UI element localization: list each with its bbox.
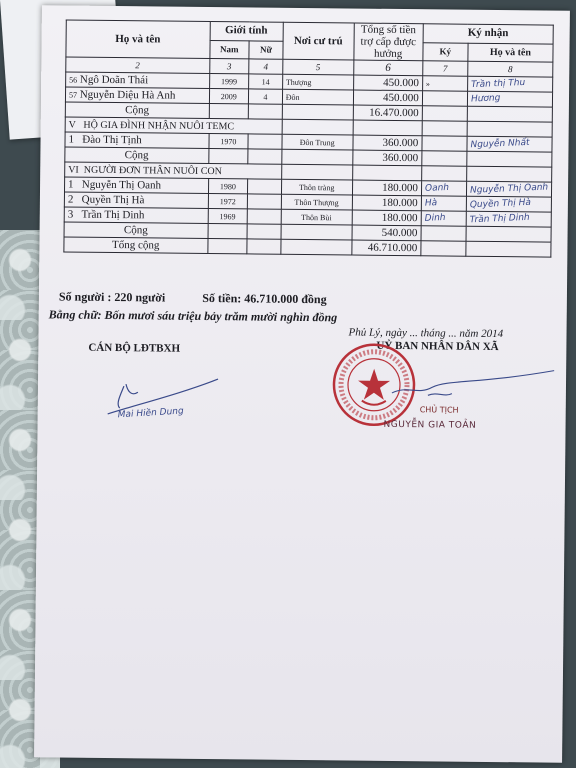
chair-signature <box>388 365 558 407</box>
handwritten-sign: Oanh <box>424 182 450 194</box>
row-place: Đôn Trung <box>282 134 353 150</box>
header-name: Họ và tên <box>66 20 210 59</box>
row-year: 1969 <box>208 209 248 224</box>
grand-total-amount: 46.710.000 <box>351 240 420 256</box>
row-year: 1970 <box>208 134 248 149</box>
subtotal-label: Cộng <box>65 102 209 119</box>
header-total: Tổng số tiền trợ cấp được hưởng <box>353 23 423 61</box>
col-number: 3 <box>209 59 249 74</box>
row-stt: 1 <box>68 133 75 146</box>
row-stt: 56 <box>69 75 78 85</box>
row-age: 14 <box>249 74 283 89</box>
handwritten-sign: Dinh <box>424 212 446 224</box>
col-number: 5 <box>282 59 353 75</box>
summary-line <box>59 289 337 307</box>
handwritten-signer: Trần thị Thu <box>470 77 526 91</box>
handwritten-signer: Quyền Thị Hà <box>469 197 531 211</box>
col-number: 2 <box>66 57 210 74</box>
row-year: 2009 <box>209 89 249 104</box>
subtotal-amount: 16.470.000 <box>353 105 422 121</box>
handwritten-sign: Hà <box>424 198 438 209</box>
handwritten-signer: Hương <box>470 93 501 105</box>
section-number: V <box>68 119 76 131</box>
people-count: Số người : 220 người <box>58 289 166 305</box>
allowance-table <box>63 20 553 258</box>
row-place: Thôn Thượng <box>281 194 352 210</box>
row-amount: 180.000 <box>352 195 421 211</box>
handwritten-signer: Nguyễn Nhất <box>470 137 530 151</box>
money-total: Số tiền: 46.710.000 đồng <box>202 290 327 307</box>
row-age: 4 <box>249 89 283 104</box>
row-signer <box>467 136 552 152</box>
row-stt: 1 <box>68 178 74 191</box>
row-name: Nguyễn Thị Oanh <box>81 178 162 192</box>
col-number: 4 <box>249 59 283 74</box>
document-page <box>34 5 570 762</box>
row-stt: 2 <box>67 193 74 206</box>
header-recv-name: Họ và tên <box>468 43 553 62</box>
chair-role: CHỦ TỊCH <box>419 405 459 415</box>
row-place: Đôn <box>282 89 353 105</box>
row-year: 1980 <box>208 179 248 194</box>
row-sign: » <box>422 76 467 91</box>
header-receipt: Ký nhận <box>423 24 553 44</box>
row-place: Thượng <box>282 74 353 90</box>
header-residence: Nơi cư trú <box>283 22 354 60</box>
place-date: Phủ Lý, ngày ... tháng ... năm 2014 <box>348 326 504 341</box>
row-amount: 450.000 <box>353 90 422 106</box>
row-year: 1972 <box>208 194 248 209</box>
name-cell <box>64 177 208 194</box>
name-cell <box>64 192 208 209</box>
col-number: 7 <box>423 61 468 76</box>
handwritten-signer: Trần Thị Dinh <box>469 212 530 226</box>
col-number: 8 <box>468 61 553 77</box>
name-cell <box>66 72 210 89</box>
subtotal-label: Cộng <box>65 147 209 164</box>
row-place: Thôn Bùi <box>281 209 352 225</box>
row-place: Thôn tràng <box>281 179 352 195</box>
row-amount: 180.000 <box>352 180 421 196</box>
row-amount: 360.000 <box>353 135 422 151</box>
name-cell <box>64 207 208 224</box>
row-name: Quyền Thị Hà <box>81 193 145 206</box>
row-name: Ngô Doãn Thái <box>79 73 149 86</box>
row-stt: 57 <box>68 90 78 100</box>
signer-name: Mai Hiền Dung <box>117 406 185 421</box>
grand-total-label: Tổng cộng <box>64 237 208 254</box>
section-title: HỘ GIA ĐÌNH NHẬN NUÔI TEMC <box>83 119 235 132</box>
row-year: 1999 <box>209 74 249 89</box>
row-stt: 3 <box>67 208 74 221</box>
header-female: Nữ <box>249 40 283 59</box>
name-cell <box>65 87 209 104</box>
row-name: Trần Thị Dinh <box>81 208 145 221</box>
header-male: Nam <box>209 40 249 59</box>
row-signer <box>467 91 552 107</box>
amount-in-words: Bằng chữ: Bốn mươi sáu triệu bảy trăm mười nghìn đồng <box>48 307 338 325</box>
row-name: Nguyễn Diệu Hà Anh <box>79 88 176 102</box>
col-number: 6 <box>353 60 422 76</box>
row-amount: 450.000 <box>353 75 422 91</box>
row-amount: 180.000 <box>352 210 421 226</box>
row-sign <box>422 91 467 106</box>
header-sign: Ký <box>423 42 468 61</box>
chair-name: NGUYỄN GIA TOẢN <box>383 419 477 431</box>
handwritten-signer: Nguyễn Thị Oanh <box>469 182 549 196</box>
subtotal-amount: 360.000 <box>352 150 421 166</box>
header-gender: Giới tính <box>210 22 283 41</box>
committee-title: UỶ BAN NHÂN DÂN XÃ <box>376 339 499 354</box>
subtotal-amount: 540.000 <box>352 225 421 241</box>
labor-officer-title: CÁN BỘ LĐTBXH <box>88 341 181 355</box>
handwritten-signature <box>97 370 228 441</box>
row-signer <box>467 76 552 92</box>
section-title: NGƯỜI ĐƠN THÂN NUÔI CON <box>83 164 222 177</box>
subtotal-label: Cộng <box>64 222 208 239</box>
section-number: VI <box>68 164 79 176</box>
row-name: Đào Thị Tịnh <box>82 133 142 146</box>
name-cell <box>65 132 209 149</box>
